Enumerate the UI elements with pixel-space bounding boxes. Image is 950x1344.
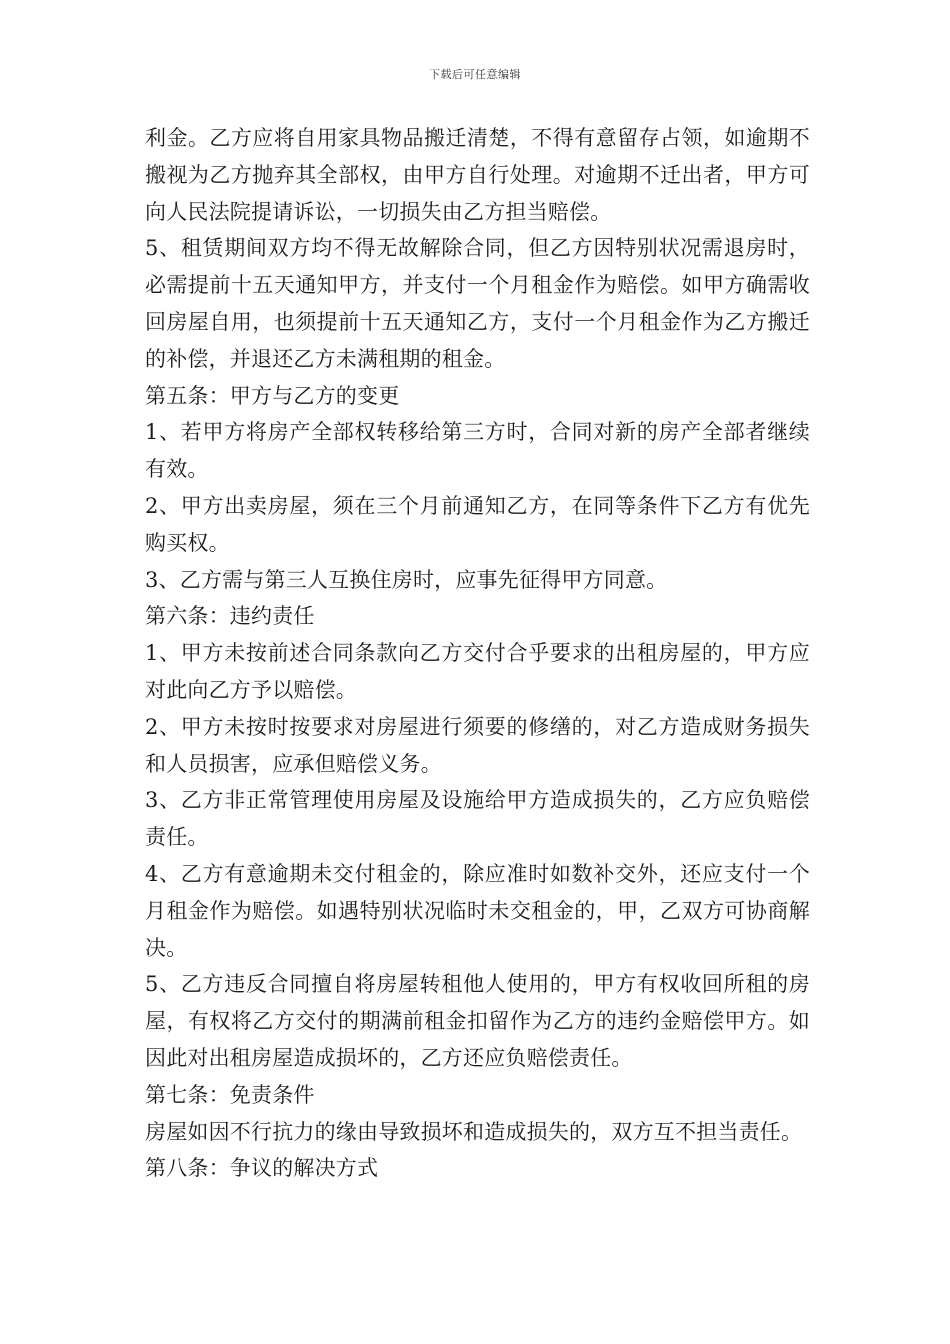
header-note: 下载后可任意编辑: [429, 68, 521, 81]
clause-3-tenant-damage: 3、乙方非正常管理使用房屋及设施给甲方造成损失的，乙方应负赔偿责任。: [145, 788, 810, 850]
clause-2-sale-priority: 2、甲方出卖房屋，须在三个月前通知乙方，在同等条件下乙方有优先购买权。: [145, 493, 810, 555]
paragraph-text: 利金。乙方应将自用家具物品搬迁清楚，不得有意留存占领，如逾期不搬视为乙方抛弃其全部权，由甲方自行处理。对逾期不迁出者，甲方可向人民法院提请诉讼，一切损失由乙方担当赔偿。: [145, 126, 810, 224]
force-majeure-text: 房屋如因不行抗力的缘由导致损坏和造成损失的，双方互不担当责任。: [145, 1119, 803, 1144]
section-heading-article-6: 第六条：违约责任: [145, 604, 315, 629]
clause-1-ownership-transfer: 1、若甲方将房产全部权转移给第三方时，合同对新的房产全部者继续有效。: [145, 420, 810, 482]
clause-1-landlord-delivery: 1、甲方未按前述合同条款向乙方交付合乎要求的出租房屋的，甲方应对此向乙方予以赔偿。: [145, 641, 810, 702]
clause-2-repairs: 2、甲方未按时按要求对房屋进行须要的修缮的，对乙方造成财务损失和人员损害，应承但赔偿义务。: [145, 714, 810, 776]
section-heading-article-7: 第七条：免责条件: [145, 1082, 315, 1107]
section-heading-article-5: 第五条：甲方与乙方的变更: [145, 383, 400, 408]
document-body: [145, 120, 810, 1187]
clause-4-late-rent: 4、乙方有意逾期未交付租金的，除应准时如数补交外，还应支付一个月租金作为赔偿。如遇特别状况临时未交租金的，甲，乙双方可协商解决。: [145, 861, 810, 960]
clause-5-sublet: 5、乙方违反合同擅自将房屋转租他人使用的，甲方有权收回所租的房屋，有权将乙方交付的期满前租金扣留作为乙方的违约金赔偿甲方。如因此对出租房屋造成损坏的，乙方还应负赔偿责任。: [145, 972, 810, 1070]
clause-3-exchange: 3、乙方需与第三人互换住房时，应事先征得甲方同意。: [145, 567, 668, 592]
section-heading-article-8: 第八条：争议的解决方式: [145, 1156, 379, 1181]
clause-5-termination: 5、租赁期间双方均不得无故解除合同，但乙方因特别状况需退房时，必需提前十五天通知甲方，并支付一个月租金作为赔偿。如甲方确需收回房屋自用，也须提前十五天通知乙方，支付一个月租金作为乙方搬迁的补偿，并退还乙方未满租期的租金。: [145, 236, 810, 371]
